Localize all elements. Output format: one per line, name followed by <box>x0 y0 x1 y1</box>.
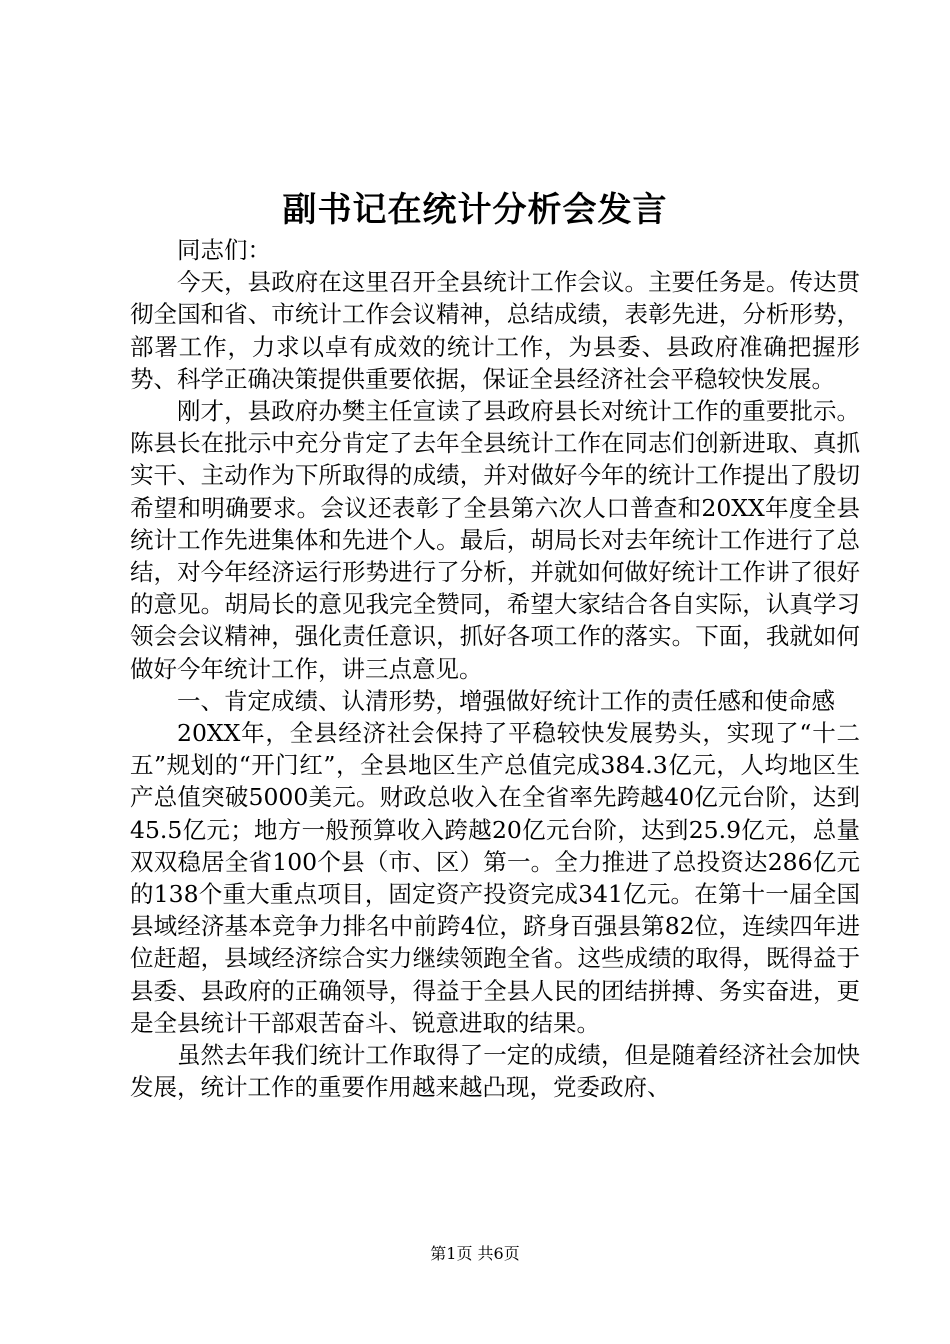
body-paragraph: 今天，县政府在这里召开全县统计工作会议。主要任务是。传达贯彻全国和省、市统计工作会议精神，总结成绩，表彰先进，分析形势，部署工作，力求以卓有成效的统计工作，为县委、县政府准确把握形势、科学正确决策提供重要依据，保证全县经济社会平稳较快发展。 <box>130 268 860 393</box>
document-body <box>130 234 860 1103</box>
salutation-paragraph: 同志们： <box>177 236 271 264</box>
page-footer: 第1页 共6页 <box>430 1244 520 1263</box>
document-title: 副书记在统计分析会发言 <box>282 190 668 230</box>
body-paragraph: 20XX年，全县经济社会保持了平稳较快发展势头，实现了“十二五”规划的“开门红”，全县地区生产总值完成384.3亿元，人均地区生产总值突破5000美元。财政总收入在全省率先跨越40亿元台阶，达到45.5亿元；地方一般预算收入跨越20亿元台阶，达到25.9亿元，总量双双稳居全省100个县（市、区）第一。全力推进了总投资达286亿元的138个重大重点项目，固定资产投资完成341亿元。在第十一届全国县域经济基本竞争力排名中前跨4位，跻身百强县第82位，连续四年进位赶超，县域经济综合实力继续领跑全省。这些成绩的取得，既得益于县委、县政府的正确领导，得益于全县人民的团结拼搏、务实奋进，更是全县统计干部艰苦奋斗、锐意进取的结果。 <box>130 719 860 1037</box>
section-heading: 一、肯定成绩、认清形势，增强做好统计工作的责任感和使命感 <box>177 686 835 715</box>
body-paragraph: 虽然去年我们统计工作取得了一定的成绩，但是随着经济社会加快发展，统计工作的重要作用越来越凸现，党委政府、 <box>130 1041 860 1102</box>
body-paragraph: 刚才，县政府办樊主任宣读了县政府县长对统计工作的重要批示。陈县长在批示中充分肯定了去年全县统计工作在同志们创新进取、真抓实干、主动作为下所取得的成绩，并对做好今年的统计工作提出了殷切希望和明确要求。会议还表彰了全县第六次人口普查和20XX年度全县统计工作先进集体和先进个人。最后，胡局长对去年统计工作进行了总结，对今年经济运行形势进行了分析，并就如何做好统计工作讲了很好的意见。胡局长的意见我完全赞同，希望大家结合各自实际，认真学习领会会议精神，强化责任意识，抓好各项工作的落实。下面，我就如何做好今年统计工作，讲三点意见。 <box>130 397 860 683</box>
